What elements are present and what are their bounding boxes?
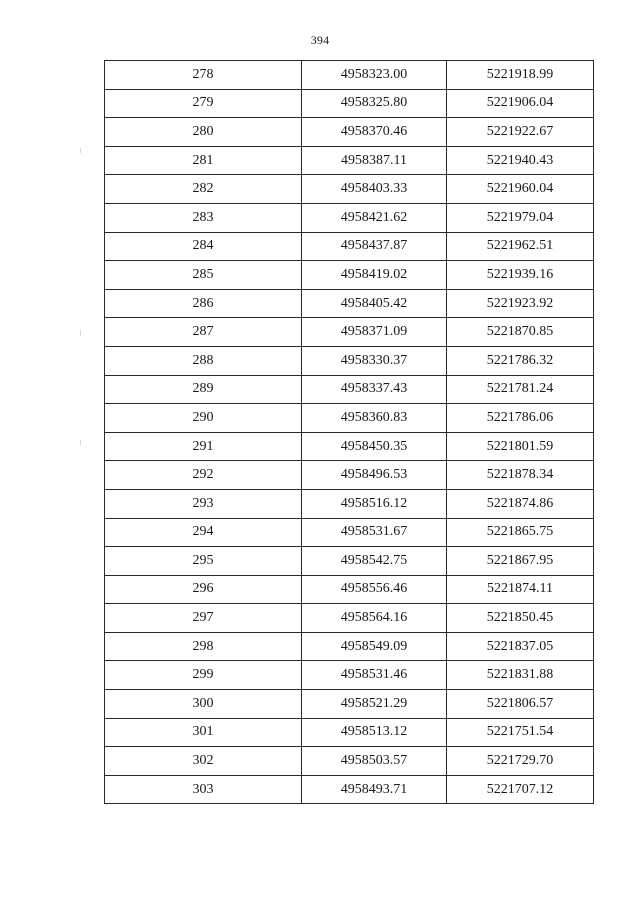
point-number-cell: 297 — [105, 604, 302, 633]
x-coordinate-cell: 4958371.09 — [302, 318, 447, 347]
x-coordinate-cell: 4958323.00 — [302, 61, 447, 90]
point-number-cell: 283 — [105, 203, 302, 232]
y-coordinate-cell: 5221837.05 — [447, 632, 594, 661]
x-coordinate-cell: 4958493.71 — [302, 775, 447, 804]
point-number-cell: 303 — [105, 775, 302, 804]
y-coordinate-cell: 5221918.99 — [447, 61, 594, 90]
table-row — [105, 547, 594, 576]
table-row — [105, 404, 594, 433]
point-number-cell: 293 — [105, 489, 302, 518]
y-coordinate-cell: 5221874.86 — [447, 489, 594, 518]
point-number-cell: 289 — [105, 375, 302, 404]
y-coordinate-cell: 5221960.04 — [447, 175, 594, 204]
x-coordinate-cell: 4958503.57 — [302, 747, 447, 776]
y-coordinate-cell: 5221923.92 — [447, 289, 594, 318]
point-number-cell: 302 — [105, 747, 302, 776]
point-number-cell: 284 — [105, 232, 302, 261]
table-row — [105, 118, 594, 147]
table-row — [105, 432, 594, 461]
table-row — [105, 632, 594, 661]
point-number-cell: 292 — [105, 461, 302, 490]
y-coordinate-cell: 5221850.45 — [447, 604, 594, 633]
y-coordinate-cell: 5221939.16 — [447, 261, 594, 290]
point-number-cell: 287 — [105, 318, 302, 347]
coordinates-table — [104, 60, 594, 804]
table-row — [105, 604, 594, 633]
table-row — [105, 775, 594, 804]
point-number-cell: 281 — [105, 146, 302, 175]
x-coordinate-cell: 4958496.53 — [302, 461, 447, 490]
scan-artifact — [80, 330, 81, 336]
point-number-cell: 296 — [105, 575, 302, 604]
x-coordinate-cell: 4958549.09 — [302, 632, 447, 661]
point-number-cell: 280 — [105, 118, 302, 147]
coordinates-table-body — [105, 61, 594, 804]
x-coordinate-cell: 4958531.46 — [302, 661, 447, 690]
x-coordinate-cell: 4958437.87 — [302, 232, 447, 261]
y-coordinate-cell: 5221729.70 — [447, 747, 594, 776]
table-row — [105, 232, 594, 261]
point-number-cell: 282 — [105, 175, 302, 204]
table-row — [105, 747, 594, 776]
x-coordinate-cell: 4958531.67 — [302, 518, 447, 547]
x-coordinate-cell: 4958564.16 — [302, 604, 447, 633]
page-number: 394 — [310, 33, 330, 47]
table-row — [105, 575, 594, 604]
y-coordinate-cell: 5221806.57 — [447, 690, 594, 719]
y-coordinate-cell: 5221940.43 — [447, 146, 594, 175]
table-row — [105, 518, 594, 547]
x-coordinate-cell: 4958330.37 — [302, 346, 447, 375]
y-coordinate-cell: 5221922.67 — [447, 118, 594, 147]
y-coordinate-cell: 5221962.51 — [447, 232, 594, 261]
point-number-cell: 290 — [105, 404, 302, 433]
scan-artifact — [80, 440, 81, 445]
y-coordinate-cell: 5221878.34 — [447, 461, 594, 490]
table-row — [105, 489, 594, 518]
y-coordinate-cell: 5221786.06 — [447, 404, 594, 433]
x-coordinate-cell: 4958542.75 — [302, 547, 447, 576]
point-number-cell: 294 — [105, 518, 302, 547]
y-coordinate-cell: 5221751.54 — [447, 718, 594, 747]
table-row — [105, 375, 594, 404]
x-coordinate-cell: 4958556.46 — [302, 575, 447, 604]
table-row — [105, 346, 594, 375]
y-coordinate-cell: 5221801.59 — [447, 432, 594, 461]
table-row — [105, 203, 594, 232]
point-number-cell: 301 — [105, 718, 302, 747]
table-row — [105, 89, 594, 118]
y-coordinate-cell: 5221707.12 — [447, 775, 594, 804]
table-row — [105, 690, 594, 719]
y-coordinate-cell: 5221979.04 — [447, 203, 594, 232]
x-coordinate-cell: 4958450.35 — [302, 432, 447, 461]
table-row — [105, 318, 594, 347]
x-coordinate-cell: 4958516.12 — [302, 489, 447, 518]
table-row — [105, 146, 594, 175]
x-coordinate-cell: 4958337.43 — [302, 375, 447, 404]
y-coordinate-cell: 5221786.32 — [447, 346, 594, 375]
table-row — [105, 289, 594, 318]
x-coordinate-cell: 4958387.11 — [302, 146, 447, 175]
x-coordinate-cell: 4958403.33 — [302, 175, 447, 204]
table-row — [105, 461, 594, 490]
point-number-cell: 291 — [105, 432, 302, 461]
y-coordinate-cell: 5221906.04 — [447, 89, 594, 118]
x-coordinate-cell: 4958521.29 — [302, 690, 447, 719]
table-row — [105, 261, 594, 290]
y-coordinate-cell: 5221865.75 — [447, 518, 594, 547]
point-number-cell: 299 — [105, 661, 302, 690]
point-number-cell: 285 — [105, 261, 302, 290]
x-coordinate-cell: 4958360.83 — [302, 404, 447, 433]
table-row — [105, 175, 594, 204]
table-row — [105, 61, 594, 90]
y-coordinate-cell: 5221831.88 — [447, 661, 594, 690]
y-coordinate-cell: 5221781.24 — [447, 375, 594, 404]
y-coordinate-cell: 5221874.11 — [447, 575, 594, 604]
table-row — [105, 718, 594, 747]
y-coordinate-cell: 5221867.95 — [447, 547, 594, 576]
x-coordinate-cell: 4958421.62 — [302, 203, 447, 232]
point-number-cell: 295 — [105, 547, 302, 576]
point-number-cell: 278 — [105, 61, 302, 90]
x-coordinate-cell: 4958370.46 — [302, 118, 447, 147]
point-number-cell: 300 — [105, 690, 302, 719]
x-coordinate-cell: 4958325.80 — [302, 89, 447, 118]
scan-artifact — [80, 148, 81, 153]
x-coordinate-cell: 4958513.12 — [302, 718, 447, 747]
y-coordinate-cell: 5221870.85 — [447, 318, 594, 347]
point-number-cell: 286 — [105, 289, 302, 318]
point-number-cell: 279 — [105, 89, 302, 118]
x-coordinate-cell: 4958405.42 — [302, 289, 447, 318]
point-number-cell: 288 — [105, 346, 302, 375]
table-row — [105, 661, 594, 690]
x-coordinate-cell: 4958419.02 — [302, 261, 447, 290]
point-number-cell: 298 — [105, 632, 302, 661]
